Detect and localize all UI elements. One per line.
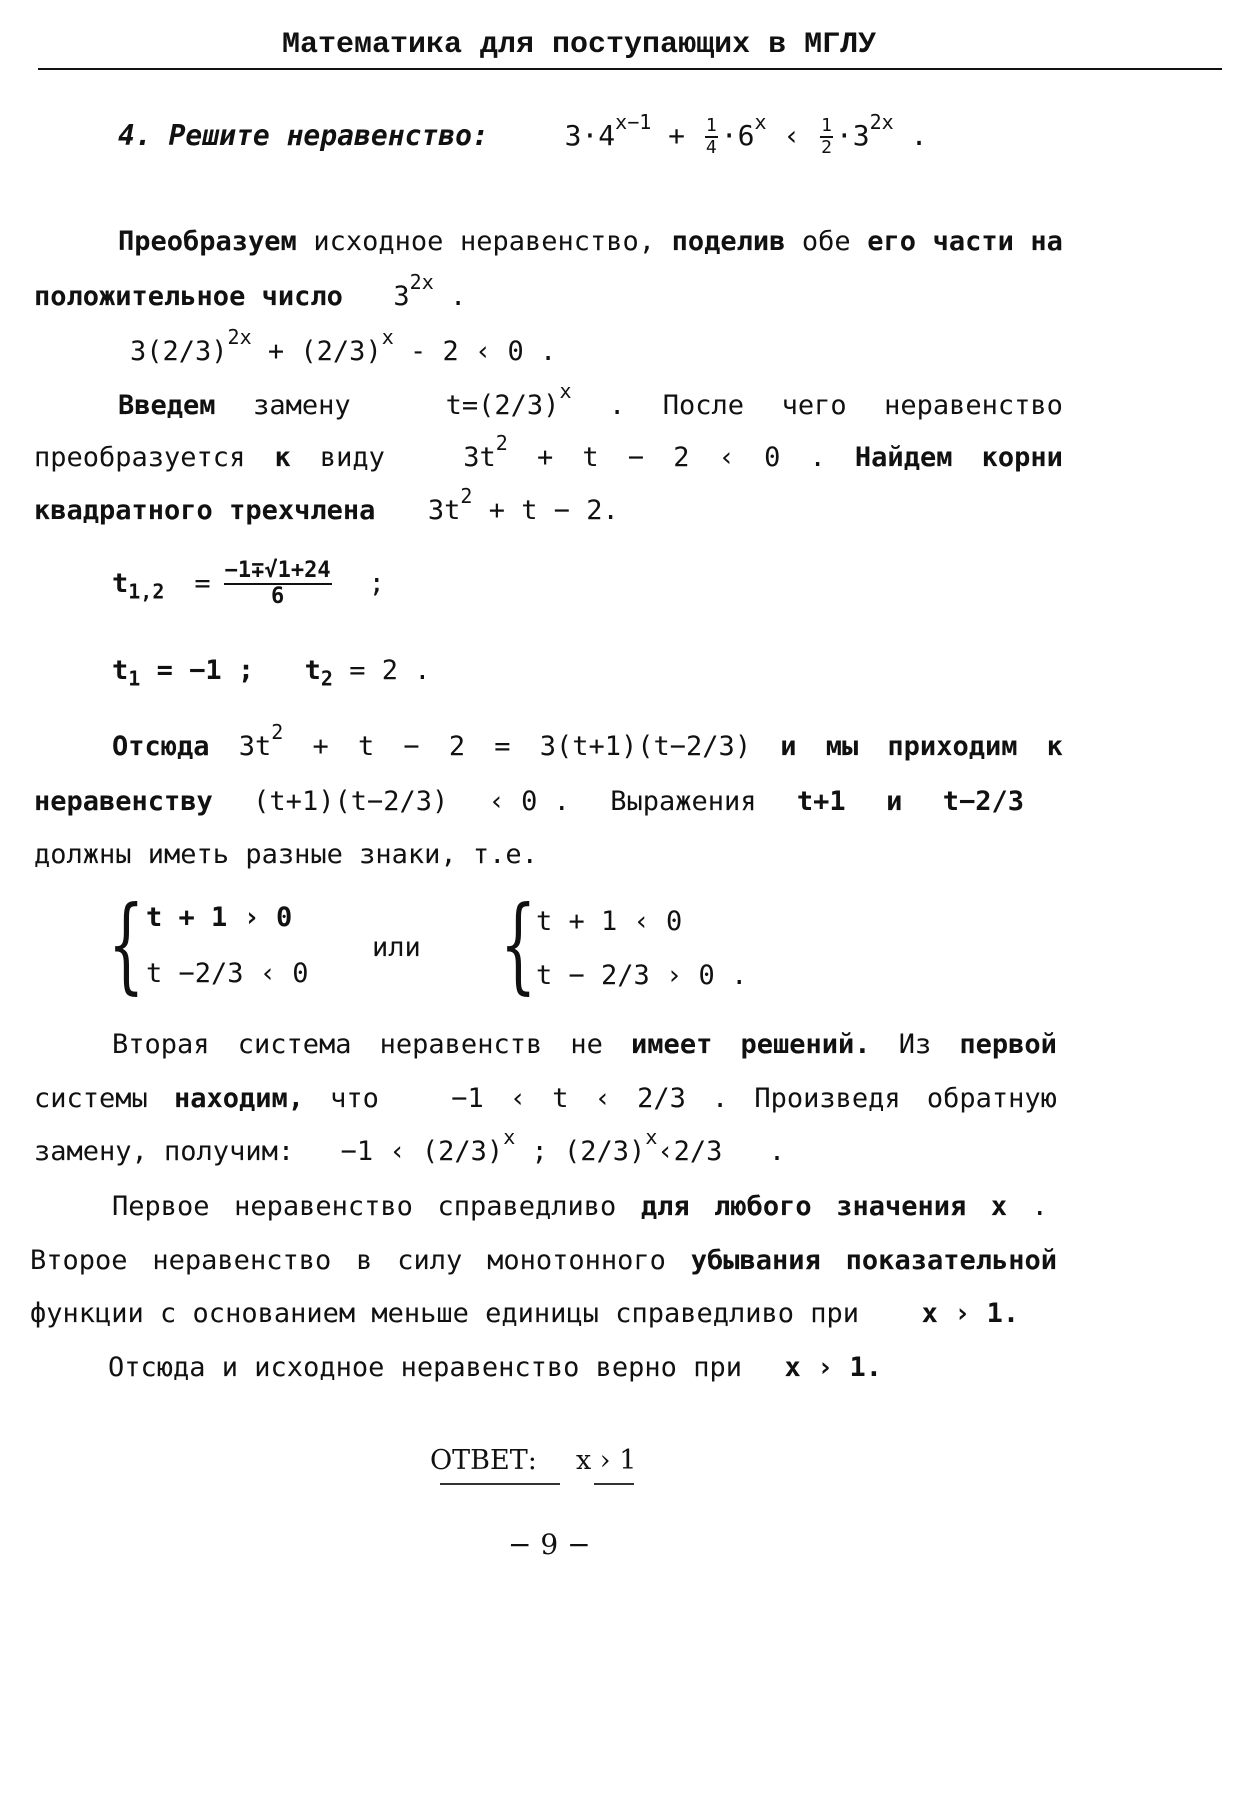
p4-line3: замену, получим: −1 ‹ $(2/3)^x$ ; $(2/3)^x‹2/3$ . [34,1125,786,1167]
system2-line1: t + 1 ‹ 0 [536,906,683,937]
answer-label: ОТВЕТ: [430,1445,537,1476]
p3-line3: должны иметь разные знаки, т.е. [34,839,538,870]
answer-underline-1 [440,1483,560,1485]
page-header-title: Математика для поступающих в МГЛУ [282,28,877,62]
problem-label: 4. Решите неравенство: [118,119,489,152]
p5-line3: функции с основанием меньше единицы справедливо при x › 1. [30,1298,1020,1329]
p3-line2: неравенству (t+1)(t−2/3) ‹ 0 . Выражения t+1 и t−2/3 [34,786,1024,817]
p1-line2: положительное число $3^{2x}$ . [34,270,467,312]
roots-fraction: $\frac{-1\mp√1+24}{6}$ [224,558,331,609]
problem-statement [118,109,928,158]
page-number: − 9 − [508,1528,591,1561]
roots-formula: $t_{1,2}$ = $\frac{-1\mp√1+24}{6}$ ; [112,558,385,609]
inequality-systems [108,883,908,1005]
p2-line1: Введем замену $t=(2/3)^x$ . После чего неравенство [118,379,1063,421]
p2-line2: преобразуется к виду $3t^2$ + t − 2 ‹ 0 . Найдем корни [34,431,1063,473]
p1-line1: Преобразуем исходное неравенство, поделив обе его части на [118,226,1063,257]
system1-line1: t + 1 › 0 [146,902,293,933]
system1-line2: t −2/3 ‹ 0 [146,958,309,989]
p6-conclusion: Отсюда и исходное неравенство верно при x › 1. [108,1352,883,1383]
p4-line1: Вторая система неравенств не имеет решений. Из первой [112,1029,1057,1060]
p5-line1: Первое неравенство справедливо для любого значения x . [112,1191,1048,1222]
problem-expression: $3\cdot 4^{x-1}$ + $\frac{1}{4}$ $\cdot 6^x$ ‹ $\frac{1}{2}$ $\cdot 3^{2x}$ . [564,109,928,158]
p2-line3: квадратного трехчлена $3t^2 + t - 2$. [34,484,619,526]
header-rule [38,68,1222,70]
system1-brace: { [108,883,145,1005]
answer-value: x › 1 [576,1445,637,1476]
p3-line1: Отсюда $3t^2$ + t − 2 = 3(t+1)(t−2/3) и мы приходим к [112,720,1063,762]
system2-brace: { [500,883,537,1005]
p4-line2: системы находим, что −1 ‹ t ‹ 2/3 . Произведя обратную [34,1083,1057,1114]
p5-line2: Второе неравенство в силу монотонного убывания показательной [30,1245,1057,1276]
system2-line2: t − 2/3 › 0 . [536,960,748,991]
roots-values: $t_1 = -1$ ; $t_2 = 2$ . [112,655,431,691]
equation-transformed: $3(2/3)^{2x} + (2/3)^x - 2$ ‹ 0 . [130,325,557,367]
answer-underline-2 [594,1483,634,1485]
answer-line [430,1445,636,1477]
systems-or: или [372,932,421,963]
